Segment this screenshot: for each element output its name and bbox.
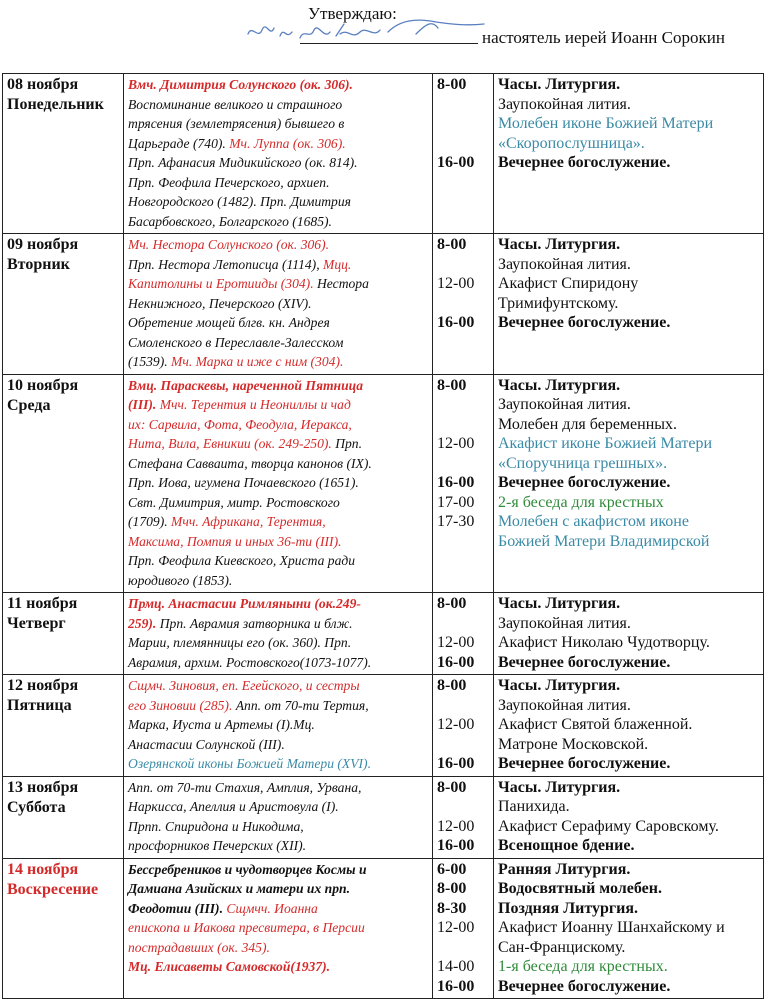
- service-time: 16-00: [437, 653, 475, 671]
- saints-line: [128, 352, 428, 372]
- service-time: [437, 797, 489, 817]
- service-time: [437, 454, 489, 474]
- time-cell: [433, 374, 494, 593]
- saints-cell: [124, 74, 433, 234]
- day-row: [3, 593, 764, 675]
- saints-text: Апп. от 70-ти Тертия,: [232, 697, 369, 713]
- service-time: [437, 95, 489, 115]
- saints-line: [128, 274, 428, 294]
- service-event: Панихида.: [498, 798, 570, 815]
- saints-line: [128, 454, 428, 474]
- saints-text: Максима, Помпия и иных 36-ти (III).: [128, 533, 342, 549]
- saints-line: [128, 95, 428, 115]
- service-event: Сан-Франциcкому.: [498, 938, 626, 956]
- day-row: [3, 74, 764, 234]
- service-time: 8-00: [437, 880, 467, 897]
- service-time: [437, 255, 489, 275]
- service-time: 8-00: [437, 76, 467, 93]
- rector-name: настоятель иерей Иоанн Сорокин: [482, 28, 725, 47]
- saints-text: Нестора: [313, 276, 369, 291]
- service-time: 17-30: [437, 513, 475, 530]
- service-event: Часы. Литургия.: [498, 778, 621, 796]
- saints-text: епископа и Иакова пресвитера, в Персии: [128, 920, 365, 935]
- saints-text: Мцц.: [323, 256, 352, 272]
- service-event: Вечернее богослужение.: [498, 653, 671, 671]
- day-weekday: Среда: [7, 396, 51, 414]
- saints-text: Некнижного, Печерского (XIV).: [128, 295, 312, 311]
- saints-text: пострадавших (ок. 345).: [128, 939, 270, 955]
- day-weekday: Вторник: [7, 256, 70, 273]
- saints-text: 259).: [128, 615, 157, 631]
- service-time: 12-00: [437, 634, 475, 651]
- service-event: Молебен для беременных.: [498, 415, 678, 433]
- service-time: 16-00: [437, 977, 475, 995]
- saints-text: Прпп. Спиридона и Никодима,: [128, 818, 304, 834]
- saints-text: Мч. Нестора Солунского (ок. 306).: [128, 237, 330, 252]
- service-event: Вечернее богослужение.: [498, 314, 671, 331]
- saints-text: Вмч. Димитрия Солунского (ок. 306).: [128, 77, 353, 92]
- event-cell: [494, 776, 764, 858]
- saints-text: Анастасии Солунской (III).: [128, 736, 285, 752]
- service-event: Всенощное бдение.: [498, 837, 635, 854]
- saints-line: [128, 696, 428, 716]
- date-cell: [3, 858, 124, 999]
- saints-text: Сщмч. Зиновия, еп. Егейского, и сестры: [128, 678, 360, 693]
- event-cell: [494, 675, 764, 777]
- saints-text: Царьграде (740).: [128, 135, 230, 151]
- day-date: 13 ноября: [7, 778, 79, 796]
- service-event: Ранняя Литургия.: [498, 860, 631, 878]
- saints-text: Наркисса, Апеллия и Аристовула (I).: [128, 799, 339, 814]
- saints-text: Мч. Марка и иже с ним (304).: [171, 354, 344, 369]
- saints-cell: [124, 675, 433, 777]
- service-time: [437, 212, 489, 232]
- service-time: [437, 134, 489, 154]
- service-time: [437, 532, 489, 552]
- saints-line: [128, 192, 428, 212]
- service-event: «Скоропослушница».: [498, 134, 645, 152]
- service-time: [437, 114, 489, 134]
- date-cell: [3, 234, 124, 375]
- saints-text: (1539).: [128, 354, 172, 369]
- saints-text: Дамиана Азийских и матери их прп.: [128, 881, 350, 896]
- service-event: Поздняя Литургия.: [498, 899, 639, 917]
- service-time: 12-00: [437, 275, 475, 292]
- service-event: Часы. Литургия.: [498, 376, 621, 394]
- date-cell: [3, 374, 124, 593]
- saints-text: Прп. Афанасия Мидикийского (ок. 814).: [128, 155, 358, 170]
- service-time: 16-00: [437, 755, 475, 772]
- day-weekday: Четверг: [7, 615, 66, 632]
- saints-text: Басарбовского, Болгарского (1685).: [128, 213, 332, 229]
- saints-text: Марка, Иуста и Артемы (I).Мц.: [128, 717, 315, 732]
- saints-text: просфорников Печерских (XII).: [128, 838, 307, 853]
- approve-label: Утверждаю:: [308, 4, 397, 23]
- saints-line: [128, 333, 428, 353]
- saints-cell: [124, 858, 433, 999]
- day-date: 08 ноября: [7, 76, 79, 93]
- signature-line: [300, 43, 478, 44]
- saints-line: [128, 879, 428, 899]
- saints-line: [128, 434, 428, 454]
- service-time: [437, 294, 489, 314]
- saints-line: [128, 676, 428, 696]
- service-time: 8-00: [437, 677, 467, 694]
- saints-text: Прп. Иова, игумена Почаевского (1651).: [128, 475, 359, 490]
- time-cell: [433, 234, 494, 375]
- day-row: [3, 776, 764, 858]
- saints-line: [128, 938, 428, 958]
- saints-line: [128, 532, 428, 552]
- saints-line: [128, 594, 428, 614]
- day-date: 10 ноября: [7, 376, 79, 394]
- schedule-body: [3, 74, 764, 999]
- saints-text: Прп. Феофила Киевского, Христа ради: [128, 553, 356, 568]
- time-cell: [433, 74, 494, 234]
- saints-text: Мц. Елисаветы Самовской(1937).: [128, 959, 331, 974]
- saints-cell: [124, 776, 433, 858]
- saints-text: его Зиновии (285).: [128, 697, 233, 713]
- service-event: Акафист иконе Божией Матери: [498, 435, 713, 452]
- time-cell: [433, 858, 494, 999]
- date-cell: [3, 74, 124, 234]
- day-date: 09 ноября: [7, 236, 79, 253]
- saints-text: Мч. Луппа (ок. 306).: [229, 135, 346, 151]
- service-time: 8-00: [437, 595, 467, 612]
- service-time: [437, 173, 489, 193]
- saints-text: Смоленского в Переславле-Залесском: [128, 334, 344, 350]
- saints-line: [128, 255, 428, 275]
- saints-line: [128, 817, 428, 837]
- service-event: Акафист Святой блаженной.: [498, 716, 693, 733]
- saints-line: [128, 957, 428, 977]
- service-event: Часы. Литургия.: [498, 595, 621, 612]
- saints-line: [128, 313, 428, 333]
- day-date: 11 ноября: [7, 595, 78, 612]
- saints-line: [128, 918, 428, 938]
- service-event: Часы. Литургия.: [498, 677, 621, 694]
- date-cell: [3, 593, 124, 675]
- saints-cell: [124, 593, 433, 675]
- service-time: 17-00: [437, 493, 475, 511]
- saints-line: [128, 754, 428, 774]
- saints-line: [128, 735, 428, 755]
- day-weekday: Пятница: [7, 697, 72, 714]
- time-cell: [433, 675, 494, 777]
- day-row: [3, 234, 764, 375]
- service-time: [437, 352, 489, 372]
- day-weekday: Понедельник: [7, 96, 104, 113]
- saints-line: [128, 512, 428, 532]
- date-cell: [3, 675, 124, 777]
- saints-text: Свт. Димитрия, митр. Ростовского: [128, 494, 340, 510]
- service-time: 14-00: [437, 958, 475, 975]
- service-event: Молебен иконе Божией Матери: [498, 115, 714, 132]
- service-event: Вечернее богослужение.: [498, 154, 671, 171]
- service-event: 2-я беседа для крестных: [498, 493, 664, 511]
- service-event: Божией Матери Владимирской: [498, 532, 710, 550]
- schedule-table: [2, 73, 764, 999]
- date-cell: [3, 776, 124, 858]
- saints-line: [128, 473, 428, 493]
- day-row: [3, 374, 764, 593]
- saints-line: [128, 860, 428, 880]
- saints-line: [128, 395, 428, 415]
- time-cell: [433, 593, 494, 675]
- event-cell: [494, 74, 764, 234]
- service-event: Часы. Литургия.: [498, 236, 621, 253]
- saints-line: [128, 653, 428, 673]
- saints-line: [128, 294, 428, 314]
- service-time: [437, 571, 489, 591]
- service-event: «Споручница грешных».: [498, 454, 668, 472]
- service-event: 1-я беседа для крестных.: [498, 958, 668, 975]
- service-time: [437, 395, 489, 415]
- saints-text: Бессребреников и чудотворцев Космы и: [128, 861, 367, 877]
- saints-text: Апп. от 70-ти Стахия, Амплия, Урвана,: [128, 779, 362, 795]
- service-time: 8-30: [437, 899, 467, 917]
- saints-text: Сщмчч. Иоанна: [222, 900, 318, 916]
- service-event: Вечернее богослужение.: [498, 474, 671, 491]
- saints-text: Феодотии (III).: [128, 900, 223, 916]
- service-event: Водосвятный молебен.: [498, 880, 662, 897]
- service-time: [437, 696, 489, 716]
- saints-line: [128, 899, 428, 919]
- service-time: [437, 614, 489, 634]
- saints-line: [128, 493, 428, 513]
- saints-text: Мчч. Африкана, Терентия,: [171, 514, 326, 529]
- service-time: 12-00: [437, 817, 475, 835]
- saints-line: [128, 212, 428, 232]
- saints-text: Нита, Вила, Евникии (ок. 249-250).: [128, 436, 332, 451]
- service-event: Заупокойная лития.: [498, 255, 631, 273]
- saints-line: [128, 715, 428, 735]
- saints-line: [128, 633, 428, 653]
- saints-text: Прп. Нестора Летописца (1114),: [128, 256, 323, 272]
- service-event: Молебен с акафистом иконе: [498, 513, 689, 530]
- service-event: Заупокойная лития.: [498, 696, 631, 714]
- saints-line: [128, 376, 428, 396]
- saints-line: [128, 571, 428, 591]
- saints-text: Новгородского (1482). Прп. Димитрия: [128, 194, 351, 209]
- day-weekday: Воскресение: [7, 880, 99, 898]
- saints-text: Стефана Савваита, творца канонов (IX).: [128, 455, 372, 471]
- service-time: 16-00: [437, 474, 475, 491]
- saints-text: Обретение мощей блгв. кн. Андрея: [128, 315, 330, 330]
- day-date: 14 ноября: [7, 860, 79, 878]
- saints-text: трясения (землетрясения) бывшего в: [128, 116, 345, 131]
- service-time: 8-00: [437, 778, 467, 796]
- service-time: [437, 192, 489, 212]
- service-event: Акафист Николаю Чудотворцу.: [498, 634, 710, 651]
- saints-text: (III).: [128, 397, 157, 412]
- service-time: 16-00: [437, 314, 475, 331]
- saints-text: Марии, племянницы его (ок. 360). Прп.: [128, 635, 352, 650]
- saints-line: [128, 114, 428, 134]
- saints-line: [128, 173, 428, 193]
- saints-text: Прп. Аврамия затворника и блж.: [156, 615, 353, 631]
- service-time: [437, 735, 489, 755]
- event-cell: [494, 374, 764, 593]
- service-event: Вечернее богослужение.: [498, 977, 671, 995]
- service-event: Матроне Московской.: [498, 735, 649, 753]
- saints-line: [128, 153, 428, 173]
- service-time: 12-00: [437, 919, 475, 936]
- saints-text: Аврамия, архим. Ростовского(1073-1077).: [128, 654, 372, 670]
- saints-text: их: Сарвила, Фота, Феодула, Иеракса,: [128, 416, 352, 432]
- approval-header: [0, 0, 768, 70]
- saints-text: Прп.: [331, 436, 363, 451]
- service-event: Заупокойная лития.: [498, 95, 631, 113]
- day-row: [3, 858, 764, 999]
- day-weekday: Суббота: [7, 798, 66, 816]
- event-cell: [494, 593, 764, 675]
- saints-line: [128, 836, 428, 856]
- saints-text: Воспоминание великого и страшного: [128, 96, 343, 112]
- service-event: Акафист Серафиму Саровскому.: [498, 817, 719, 835]
- saints-line: [128, 134, 428, 154]
- saints-text: Озерянской иконы Божией Матери (XVI).: [128, 756, 371, 771]
- saints-line: [128, 614, 428, 634]
- service-time: 12-00: [437, 716, 475, 733]
- saints-line: [128, 551, 428, 571]
- saints-line: [128, 778, 428, 798]
- day-date: 12 ноября: [7, 677, 79, 694]
- service-time: 16-00: [437, 837, 475, 854]
- service-event: Заупокойная лития.: [498, 614, 631, 632]
- saints-text: Мчч. Терентия и Неониллы и чад: [156, 397, 351, 412]
- saints-line: [128, 75, 428, 95]
- event-cell: [494, 858, 764, 999]
- saints-text: Прп. Феофила Печерского, архиеп.: [128, 174, 330, 190]
- saints-cell: [124, 374, 433, 593]
- saints-line: [128, 797, 428, 817]
- service-time: 8-00: [437, 236, 467, 253]
- service-event: Акафист Спиридону: [498, 275, 639, 292]
- saints-text: Капитолины и Еротииды (304).: [128, 276, 314, 291]
- service-time: 16-00: [437, 154, 475, 171]
- day-row: [3, 675, 764, 777]
- service-time: 12-00: [437, 435, 475, 452]
- service-time: 8-00: [437, 376, 467, 394]
- service-time: [437, 938, 489, 958]
- service-event: Вечернее богослужение.: [498, 755, 671, 772]
- saints-text: (1709).: [128, 514, 172, 529]
- saints-line: [128, 235, 428, 255]
- service-time: [437, 333, 489, 353]
- service-time: [437, 551, 489, 571]
- service-event: Акафист Иоанну Шанхайскому и: [498, 919, 725, 936]
- service-event: Тримифунтскому.: [498, 294, 619, 312]
- service-event: Заупокойная лития.: [498, 396, 631, 413]
- event-cell: [494, 234, 764, 375]
- saints-cell: [124, 234, 433, 375]
- saints-text: Прмц. Анастасии Римляныни (ок.249-: [128, 596, 361, 611]
- saints-text: юродивого (1853).: [128, 572, 233, 588]
- saints-text: Вмц. Параскевы, нареченной Пятница: [128, 377, 364, 393]
- service-event: Часы. Литургия.: [498, 76, 621, 93]
- time-cell: [433, 776, 494, 858]
- saints-line: [128, 415, 428, 435]
- service-time: 6-00: [437, 860, 467, 878]
- service-time: [437, 415, 489, 435]
